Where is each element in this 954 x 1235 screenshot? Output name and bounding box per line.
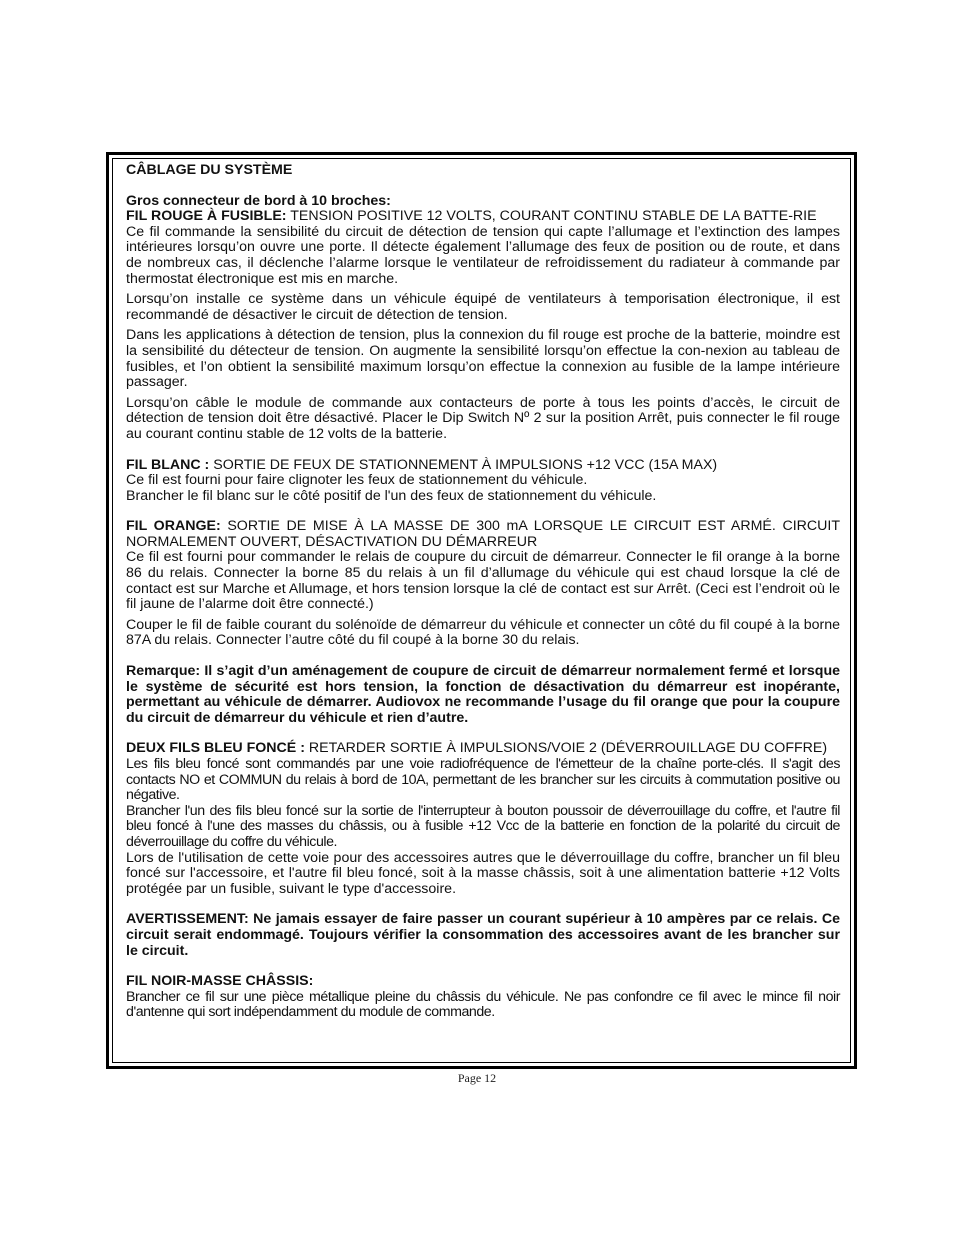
black-wire-label: FIL NOIR-MASSE CHÂSSIS: — [126, 973, 314, 990]
blue-wires-label: DEUX FILS BLEU FONCÉ : — [126, 740, 305, 757]
red-wire-paragraph-1: Ce fil commande la sensibilité du circuit de détection de tension qui capte l’allumage et l’extinction des lampes intérieures lorsqu’on ouvre une porte. Il détecte également l’allumage des feux de position ou de route, et dans de nombreux cas, il déclenche l’alarme lorsque le ventilateur de refroidissement du radiateur à commande par thermostat électronique est mis en marche. — [126, 223, 840, 287]
warning-note: AVERTISSEMENT: Ne jamais essayer de faire passer un courant supérieur à 10 ampères par ce relais. Ce circuit serait endommagé. Toujours vérifier la consommation des accessoires avant de les brancher sur le circuit. — [126, 911, 840, 959]
orange-wire-paragraph-2: Couper le fil de faible courant du solénoïde de démarreur du véhicule et connecter un côté du fil coupé à la borne 87A du relais. Connecter l’autre côté du fil coupé à la borne 30 du relais. — [126, 616, 840, 649]
black-wire-paragraph-1: Brancher ce fil sur une pièce métallique pleine du châssis du véhicule. Ne pas confondre ce fil avec le mince fil noir d'antenne qui sort indépendamment du module de commande. — [126, 988, 840, 1021]
red-wire-paragraph-4: Lorsqu’on câble le module de commande aux contacteurs de porte à tous les points d’accès, le circuit de détection de tension doit être désactivé. Placer le Dip Switch Nº 2 sur la position Arrêt, puis connecter le fil rouge au courant continu stable de 12 volts de la batterie. — [126, 394, 840, 442]
blue-wires-desc: RETARDER SORTIE À IMPULSIONS/VOIE 2 (DÉVERROUILLAGE DU COFFRE) — [308, 740, 828, 757]
red-wire-paragraph-2: Lorsqu’on installe ce système dans un véhicule équipé de ventilateurs à temporisation électronique, il est recommandé de désactiver le circuit de détection de tension. — [126, 291, 840, 323]
orange-wire-label: FIL ORANGE: — [126, 518, 221, 535]
white-wire-desc: SORTIE DE FEUX DE STATIONNEMENT À IMPULSIONS +12 VCC (15A MAX) — [213, 456, 718, 473]
white-wire-label: FIL BLANC : — [126, 456, 210, 473]
red-wire-paragraph-3: Dans les applications à détection de tension, plus la connexion du fil rouge est proche de la batterie, moindre est la sensibilité du détecteur de tension. On augmente la sensibilité lorsqu’on effectue la con-nexion au tableau de fusibles, et l’on obtient la sensibilité maximum lorsqu’on effectue la connexion au fusible de la lampe intérieure passager. — [126, 327, 840, 391]
blue-wires-paragraph-1: Les fils bleu foncé sont commandés par une voie radiofréquence de l'émetteur de la chaîne porte-clés. Il s'agit des contacts NO et COMMUN du relais à bord de 10A, permettant de les brancher sur les circuits à commutation positive ou négative. — [126, 756, 840, 804]
white-wire-paragraph-1: Ce fil est fourni pour faire clignoter les feux de stationnement du véhicule. — [126, 472, 588, 489]
red-wire-label: FIL ROUGE À FUSIBLE: — [126, 208, 287, 225]
blue-wires-heading — [126, 741, 840, 757]
blue-wires-paragraph-3: Lors de l'utilisation de cette voie pour des accessoires autres que le déverrouillage du coffre, brancher un fil bleu foncé sur l'accessoire, et l'autre fil bleu foncé, soit à la masse châssis, soit à une alimentation batterie +12 Volts protégée par un fusible, suivant le type d'accessoire. — [126, 849, 840, 897]
remark-note: Remarque: Il s’agit d’un aménagement de coupure de circuit de démarreur normalement fermé et lorsque le système de sécurité est hors tension, la fonction de désactivation du démarreur est inopérante, permettant au véhicule de démarrer. Audiovox ne recommande l’usage du fil orange que pour la coupure du circuit de démarreur du véhicule et rien d’autre. — [126, 663, 840, 726]
white-wire-paragraph-2: Brancher le fil blanc sur le côté positif de l'un des feux de stationnement du véhicule. — [126, 487, 657, 504]
orange-wire-paragraph-1: Ce fil est fourni pour commander le relais de coupure du circuit de démarreur. Connecter le fil orange à la borne 86 du relais. Connecter la borne 85 du relais à un fil d’allumage du véhicule qui est chaud lorsque la clé de contact est sur Marche et Allumage, et hors tension lorsque la clé de contact est sur Arrêt. (Ceci est l’endroit où le fil jaune de l’alarme doit être connecté.) — [126, 549, 840, 613]
page-number: Page 12 — [457, 1071, 497, 1085]
red-wire-desc: TENSION POSITIVE 12 VOLTS, COURANT CONTINU STABLE DE LA BATTE-RIE — [290, 208, 817, 225]
orange-wire-heading — [126, 519, 840, 550]
section-title: CÂBLAGE DU SYSTÈME — [126, 162, 293, 178]
blue-wires-paragraph-2: Brancher l'un des fils bleu foncé sur la sortie de l'interrupteur à bouton poussoir de déverrouillage du coffre, et l'autre fil bleu foncé à l'une des masses du châssis, ou à fusible +12 Vcc de la batterie en fonction de la polarité du circuit de déverrouillage du coffre du véhicule. — [126, 802, 840, 850]
connector-heading: Gros connecteur de bord à 10 broches: — [126, 192, 391, 209]
red-wire-heading — [126, 209, 840, 225]
white-wire-heading — [126, 458, 840, 474]
orange-wire-desc: SORTIE DE MISE À LA MASSE DE 300 mA LORSQUE LE CIRCUIT EST ARMÉ. CIRCUIT NORMALEMENT OUVERT, DÉSACTIVATION DU DÉMARREUR — [126, 518, 840, 550]
document-body — [126, 163, 840, 1021]
